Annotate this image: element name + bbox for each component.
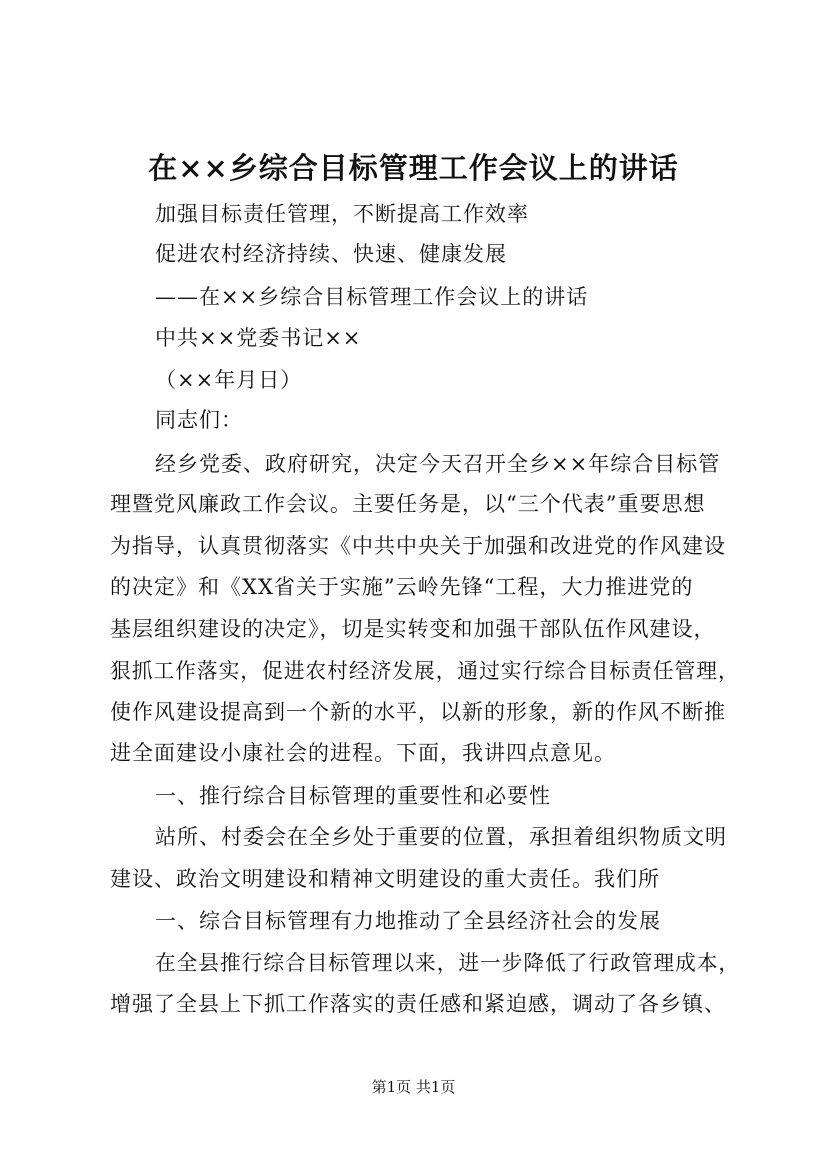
paragraph-line: 经乡党委、政府研究，决定今天召开全乡××年综合目标管 xyxy=(155,452,721,476)
paragraph-line: 使作风建设提高到一个新的水平，以新的形象，新的作风不断推 xyxy=(110,700,726,724)
paragraph-line: 在全县推行综合目标管理以来，进一步降低了行政管理成本， xyxy=(155,951,741,975)
paragraph-line: 狠抓工作落实，促进农村经济发展，通过实行综合目标责任管理， xyxy=(110,659,740,683)
paragraph-line: 增强了全县上下抓工作落实的责任感和紧迫感，调动了各乡镇、 xyxy=(110,992,726,1016)
speaker-line: 中共××党委书记×× xyxy=(155,326,362,350)
paragraph-line: 的决定》和《XX省关于实施”云岭先锋“工程，大力推进党的 xyxy=(110,575,694,599)
paragraph-line: 进全面建设小康社会的进程。下面，我讲四点意见。 xyxy=(110,741,616,765)
subtitle-line-2: 促进农村经济持续、快速、健康发展 xyxy=(155,242,507,266)
document-title: 在××乡综合目标管理工作会议上的讲话 xyxy=(148,151,679,185)
paragraph-line: 为指导，认真贯彻落实《中共中央关于加强和改进党的作风建设 xyxy=(110,534,726,558)
date-line: （××年月日） xyxy=(155,368,303,392)
paragraph-line: 理暨党风廉政工作会议。主要任务是，以“三个代表”重要思想 xyxy=(110,492,706,516)
section-heading-2: 一、综合目标管理有力地推动了全县经济社会的发展 xyxy=(155,909,661,933)
subtitle-line-1: 加强目标责任管理，不断提高工作效率 xyxy=(155,202,529,226)
paragraph-line: 基层组织建设的决定》，切是实转变和加强干部队伍作风建设， xyxy=(110,617,716,641)
section-heading-1: 一、推行综合目标管理的重要性和必要性 xyxy=(155,784,551,808)
paragraph-line: 站所、村委会在全乡处于重要的位置，承担着组织物质文明 xyxy=(155,825,727,849)
salutation: 同志们： xyxy=(155,408,243,432)
paragraph-line: 建设、政治文明建设和精神文明建设的重大责任。我们所 xyxy=(110,867,660,891)
speech-caption: ——在××乡综合目标管理工作会议上的讲话 xyxy=(155,285,589,309)
page-number-footer: 第1页 共1页 xyxy=(371,1078,456,1096)
